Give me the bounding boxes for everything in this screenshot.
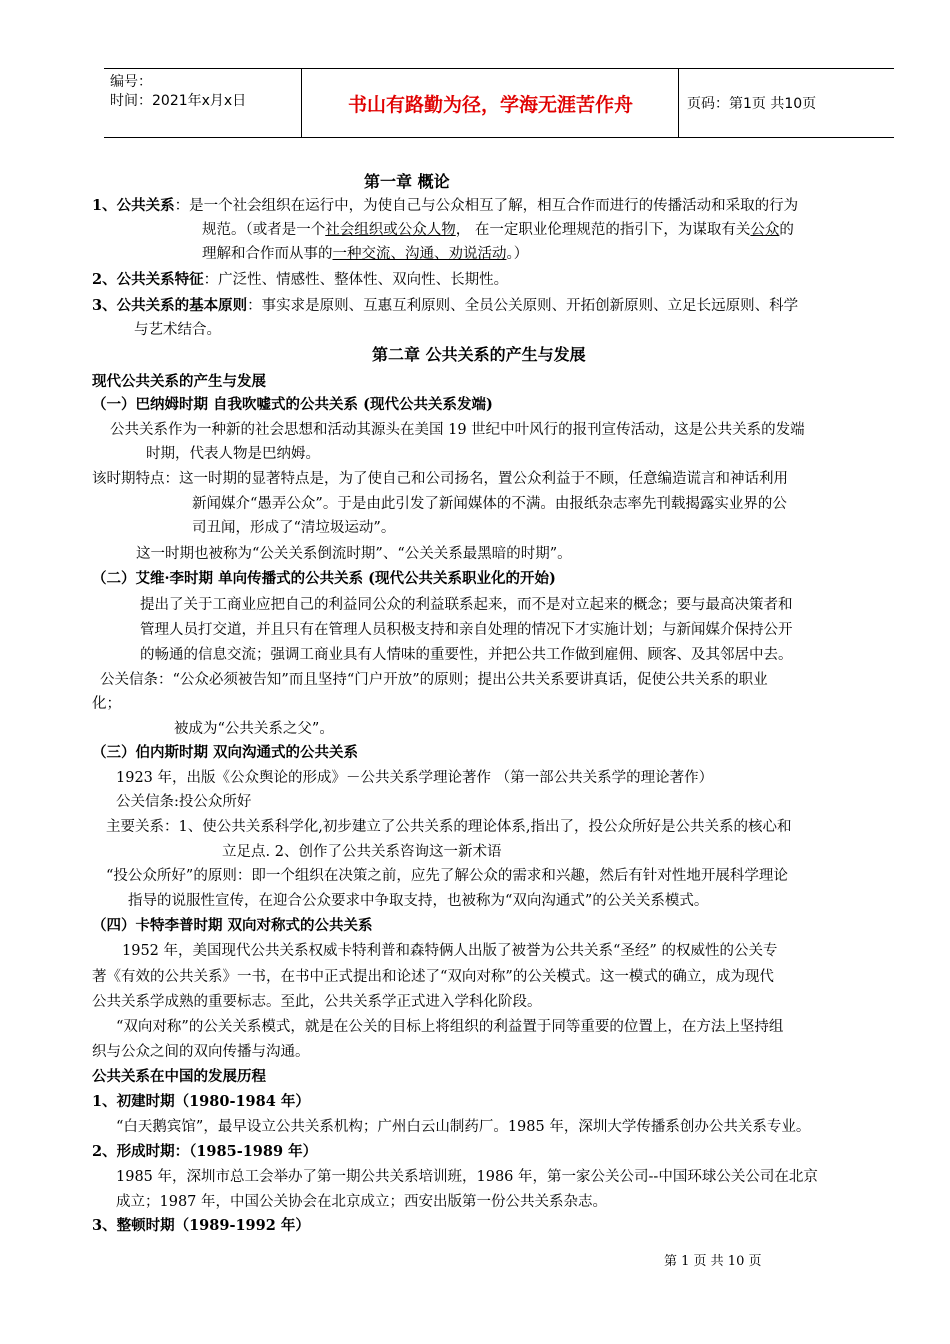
ch2-s2-line5: 化； [92, 696, 121, 712]
ch2-s3-line4: 立足点. 2、创作了公共关系咨询这一新术语 [222, 844, 502, 860]
header-page: 页码：第1页 共10页 [687, 96, 817, 112]
ch1-p1-line3: 理解和合作而从事的一种交流、沟通、劝说活动。） [202, 246, 529, 262]
ch2-s3-line1: 1923 年，出版《公众舆论的形成》－公共关系学理论著作 （第一部公共关系学的理论著作） [116, 770, 714, 786]
ch2-s4-line3: 公共关系学成熟的重要标志。至此，公共关系学正式进入学科化阶段。 [92, 994, 542, 1010]
ch2-s2-line4: 公关信条：“公众必须被告知”而且坚持“门户开放”的原则；提出公共关系要讲真话，促使公共关系的职业 [100, 672, 768, 688]
ch1-p1-line2: 规范。（或者是一个社会组织或公众人物， 在一定职业伦理规范的指引下，为谋取有关公众的 [202, 222, 794, 238]
header-table [104, 68, 894, 138]
ch2-s1-title: （一）巴纳姆时期 自我吹嘘式的公共关系 (现代公共关系发端) [92, 396, 493, 413]
ch2-s4-line1: 1952 年，美国现代公共关系权威卡特利普和森特俩人出版了被誉为公共关系“圣经” 的权威性的公关专 [122, 943, 778, 959]
cn-c3-title: 3、整顿时期（1989-1992 年） [92, 1217, 310, 1234]
header-motto: 书山有路勤为径，学海无涯苦作舟 [303, 69, 679, 137]
chapter2-title: 第二章 公共关系的产生与发展 [372, 345, 586, 364]
ch2-s1-line1: 公共关系作为一种新的社会思想和活动其源头在美国 19 世纪中叶风行的报刊宣传活动，这是公共关系的发端 [110, 422, 805, 438]
time-label: 时间：2021年x月x日 [110, 93, 247, 109]
ch2-s3-line3: 主要关系：1、使公共关系科学化,初步建立了公共关系的理论体系,指出了，投公众所好是公共关系的核心和 [106, 819, 792, 835]
ch2-s1-line2: 时期，代表人物是巴纳姆。 [146, 446, 320, 462]
ch2-s1-line6: 这一时期也被称为“公关关系倒流时期”、“公关关系最黑暗的时期”。 [136, 546, 572, 562]
ch2-s1-line4: 新闻媒介“愚弄公众”。于是由此引发了新闻媒体的不满。由报纸杂志率先刊载揭露实业界的公 [192, 496, 787, 512]
ch2-s2-line6: 被成为“公共关系之父”。 [174, 721, 334, 737]
ch2-s4-line2: 著《有效的公共关系》一书，在书中正式提出和论述了“双向对称”的公关模式。这一模式的确立，成为现代 [92, 969, 774, 985]
ch2-s3-line2: 公关信条:投公众所好 [116, 794, 252, 810]
header-meta [104, 69, 302, 137]
ch2-s3-line6: 指导的说服性宣传，在迎合公众要求中争取支持，也被称为“双向沟通式”的公关关系模式。 [128, 893, 709, 909]
ch1-p3: 3、公共关系的基本原则：事实求是原则、互惠互利原则、全员公关原则、开拓创新原则、立足长远原则、科学 [92, 297, 799, 314]
ch1-p3-line2: 与艺术结合。 [134, 322, 221, 338]
ch2-s4-line4: “双向对称”的公关关系模式，就是在公关的目标上将组织的利益置于同等重要的位置上，在方法上坚持组 [116, 1019, 784, 1035]
ch1-p2: 2、公共关系特征：广泛性、情感性、整体性、双向性、长期性。 [92, 271, 509, 288]
ch2-s4-title: （四）卡特李普时期 双向对称式的公共关系 [92, 917, 373, 934]
ch2-section1-heading: 现代公共关系的产生与发展 [92, 373, 266, 390]
cn-c2-line2: 成立；1987 年，中国公关协会在北京成立；西安出版第一份公共关系杂志。 [116, 1194, 608, 1210]
ch2-s3-title: （三）伯内斯时期 双向沟通式的公共关系 [92, 744, 359, 761]
cn-c2-line1: 1985 年，深圳市总工会举办了第一期公共关系培训班，1986 年，第一家公关公司--中国环球公关公司在北京 [116, 1169, 818, 1185]
ch2-s2-line2: 管理人员打交道，并且只有在管理人员积极支持和亲自处理的情况下才实施计划；与新闻媒介保持公开 [140, 622, 793, 638]
cn-c1-title: 1、初建时期（1980-1984 年） [92, 1093, 310, 1110]
number-label: 编号： [110, 74, 152, 90]
ch1-p1: 1、公共关系：是一个社会组织在运行中，为使自己与公众相互了解，相互合作而进行的传播活动和采取的行为 [92, 197, 799, 214]
ch2-s2-line1: 提出了关于工商业应把自己的利益同公众的利益联系起来，而不是对立起来的概念；要与最高决策者和 [140, 597, 793, 613]
cn-c2-title: 2、形成时期：（1985-1989 年） [92, 1143, 318, 1160]
cn-c1-line1: “白天鹅宾馆”，最早设立公共关系机构；广州白云山制药厂。1985 年，深圳大学传播系创办公共关系专业。 [116, 1119, 811, 1135]
ch2-s2-line3: 的畅通的信息交流；强调工商业具有人情味的重要性，并把公共工作做到雇佣、顾客、及其邻居中去。 [140, 647, 793, 663]
chapter1-title: 第一章 概论 [364, 172, 450, 191]
ch2-s1-line5: 司丑闻，形成了“清垃圾运动”。 [192, 520, 396, 536]
ch2-s4-line5: 织与公众之间的双向传播与沟通。 [92, 1044, 310, 1060]
ch2-section2-heading: 公共关系在中国的发展历程 [92, 1068, 266, 1085]
ch2-s1-line3: 该时期特点：这一时期的显著特点是，为了使自己和公司扬名，置公众利益于不顾，任意编造谎言和神话利用 [92, 471, 788, 487]
page-footer: 第 1 页 共 10 页 [664, 1254, 762, 1269]
ch2-s3-line5: “投公众所好”的原则：即一个组织在决策之前，应先了解公众的需求和兴趣，然后有针对性地开展科学理论 [106, 868, 788, 884]
ch2-s2-title: （二）艾维·李时期 单向传播式的公共关系 (现代公共关系职业化的开始) [92, 570, 556, 587]
